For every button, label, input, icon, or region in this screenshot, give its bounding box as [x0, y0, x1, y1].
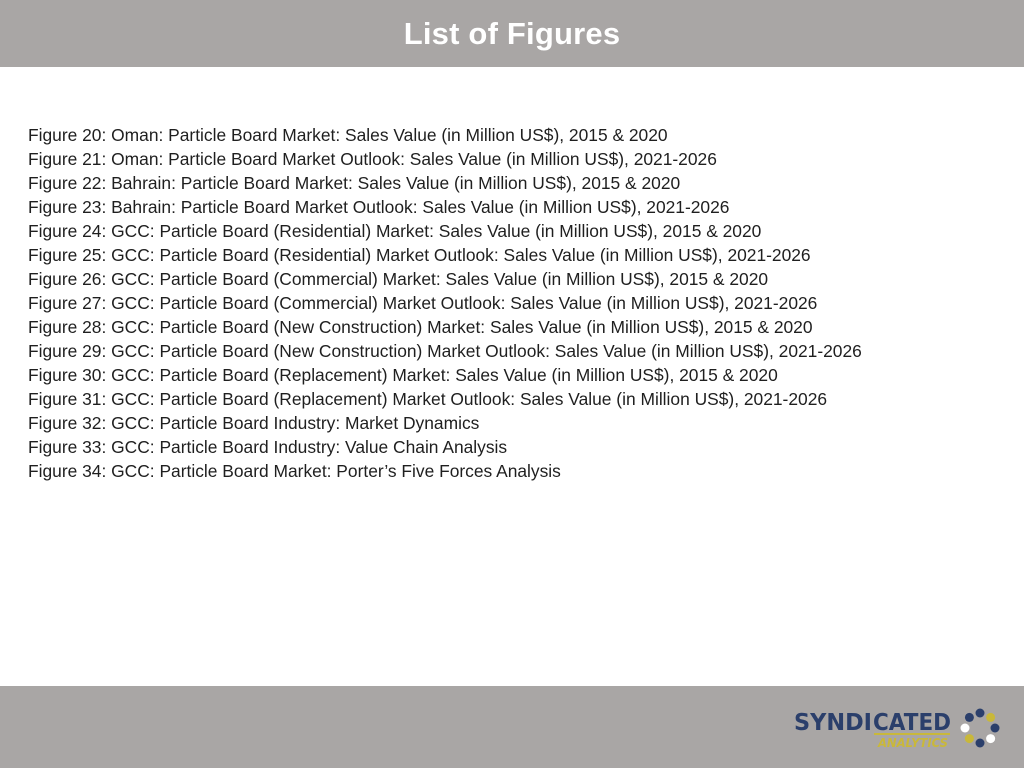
- logo-ring-icon: [961, 709, 1000, 748]
- figure-list-item: Figure 25: GCC: Particle Board (Residential) Market Outlook: Sales Value (in Million US$), 2021-2026: [28, 245, 811, 265]
- figure-list-item: Figure 31: GCC: Particle Board (Replacement) Market Outlook: Sales Value (in Million US$), 2021-2026: [28, 389, 828, 409]
- figure-list-item: Figure 29: GCC: Particle Board (New Construction) Market Outlook: Sales Value (in Million US$), 2021-2026: [28, 341, 862, 361]
- header-bar: [0, 0, 1024, 67]
- page-title: List of Figures: [403, 15, 621, 51]
- figure-list-item: Figure 22: Bahrain: Particle Board Market: Sales Value (in Million US$), 2015 & 2020: [28, 173, 681, 193]
- figure-list-item: Figure 26: GCC: Particle Board (Commercial) Market: Sales Value (in Million US$), 2015 & 2020: [28, 269, 769, 289]
- figure-list-item: Figure 21: Oman: Particle Board Market Outlook: Sales Value (in Million US$), 2021-2026: [28, 149, 717, 169]
- figure-list-item: Figure 32: GCC: Particle Board Industry: Market Dynamics: [28, 413, 480, 433]
- figure-list-item: Figure 27: GCC: Particle Board (Commercial) Market Outlook: Sales Value (in Million US$), 2021-2026: [28, 293, 818, 313]
- figure-list-item: Figure 28: GCC: Particle Board (New Construction) Market: Sales Value (in Million US$), 2015 & 2020: [28, 317, 813, 337]
- footer-bar: [0, 686, 1024, 768]
- figure-list: [28, 123, 948, 483]
- logo-word-cated: CATED: [873, 710, 951, 736]
- figure-list-item: Figure 33: GCC: Particle Board Industry: Value Chain Analysis: [28, 437, 508, 457]
- figures-content: [28, 123, 948, 483]
- logo-word-syndi: SYNDI: [794, 710, 872, 736]
- figure-list-item: Figure 34: GCC: Particle Board Market: Porter’s Five Forces Analysis: [28, 461, 561, 481]
- figure-list-item: Figure 24: GCC: Particle Board (Residential) Market: Sales Value (in Million US$), 2015 & 2020: [28, 221, 762, 241]
- figure-list-item: Figure 20: Oman: Particle Board Market: Sales Value (in Million US$), 2015 & 2020: [28, 125, 668, 145]
- syndicated-analytics-logo: [792, 700, 1002, 756]
- logo-word-analytics: ANALYTICS: [877, 736, 948, 750]
- figure-list-item: Figure 23: Bahrain: Particle Board Market Outlook: Sales Value (in Million US$), 2021-2026: [28, 197, 730, 217]
- figure-list-item: Figure 30: GCC: Particle Board (Replacement) Market: Sales Value (in Million US$), 2015 & 2020: [28, 365, 778, 385]
